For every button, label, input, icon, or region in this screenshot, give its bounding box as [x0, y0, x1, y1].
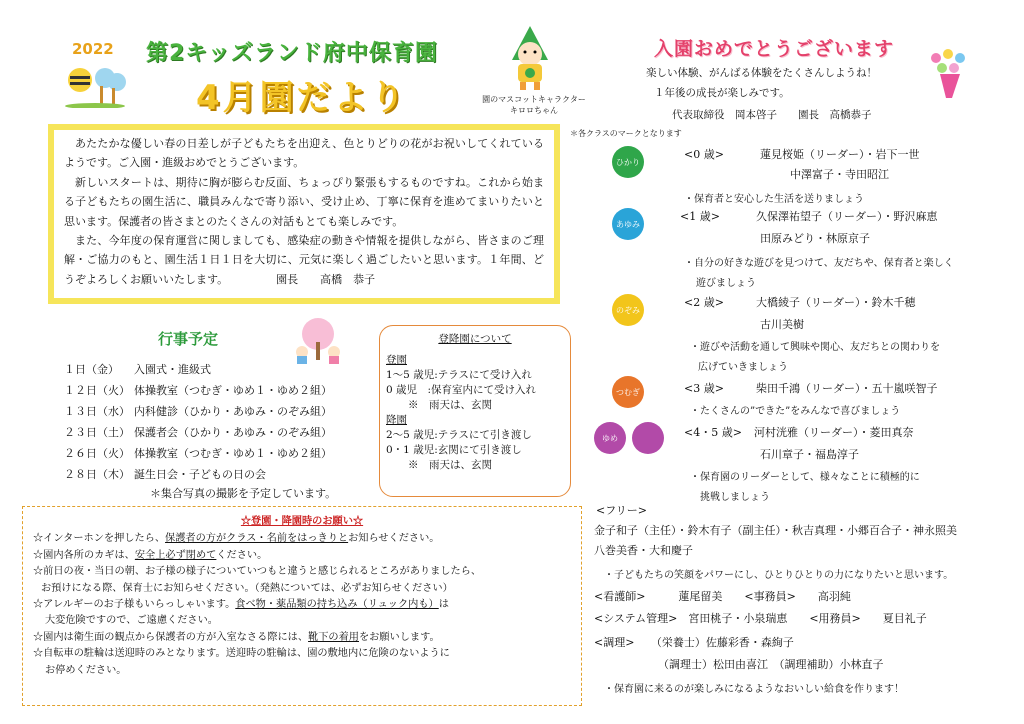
class-goal: ・遊びや活動を通して興味や関心、友だちとの関わりを — [690, 342, 940, 353]
notice-line: ☆園内各所のカギは、安全上必ず閉めてください。 — [33, 549, 268, 561]
free-staff-list: 金子和子（主任）・鈴木有子（副主任）・秋吉真理・小郷百合子・神永照美 — [594, 524, 957, 537]
drop-pick-notice-box — [22, 506, 582, 706]
mascot-caption: 園のマスコットキャラクター キロロちゃん — [482, 95, 586, 115]
event-row: １２日（火） 体操教室（つむぎ・ゆめ１・ゆめ２組） — [64, 384, 332, 397]
notice-line: ☆アレルギーのお子様もいらっしゃいます。食べ物・薬品類の持ち込み（リュック内も）は — [33, 599, 449, 611]
leave-rain-note: ※ 雨天は、玄関 — [408, 459, 492, 471]
class-staff: 蓮見桜姫（リーダー）・岩下一世 — [760, 148, 920, 161]
class-age: <2 歳> — [684, 296, 724, 309]
notice-line: 大変危険ですので、ご遠慮ください。 — [45, 615, 218, 627]
class-mark-tsumugi-icon: つむぎ — [612, 376, 644, 408]
nurse-clerk-line: <看護師> 蓮尾留美 <事務員> 高羽純 — [594, 590, 851, 603]
class-staff: 中澤富子・寺田昭江 — [790, 168, 889, 181]
class-staff: 河村洸雅（リーダー）・菱田真奈 — [754, 426, 914, 439]
intro-paragraph-3: また、今年度の保育運営に関しましても、感染症の動きや情報を提供しながら、皆さまのご理解・ご協力のもと、園生活１日１日を大切に、元気に楽しく過ごしたいと思います。１年間、どうぞよろしくお願いいたします。 園長 高橋 恭子 — [64, 234, 544, 286]
event-row: ２６日（火） 体操教室（つむぎ・ゆめ１・ゆめ２組） — [64, 447, 332, 460]
intro-paragraph-2: 新しいスタートは、期待に胸が膨らむ反面、ちょっぴり緊張もするものですね。これから始まる子どもたちの園生活に、職員みんなで寄り添い、受け止め、丁寧に保育を進めてまいりたいと思います。保護者の皆さまとのたくさんの対話もとても楽しみです。 — [64, 175, 544, 228]
class-goal: 遊びましょう — [696, 278, 756, 289]
notice-line: お停めください。 — [45, 664, 127, 676]
arrive-label: 登園 — [386, 354, 407, 366]
newsletter-title: 4月園だより — [196, 78, 408, 118]
class-staff: 柴田千鴻（リーダー）・五十嵐咲智子 — [756, 382, 938, 395]
notice-line: ☆園内は衛生面の観点から保護者の方が入室なさる際には、靴下の着用をお願いします。 — [33, 631, 440, 643]
greeting-signature: 代表取締役 岡本啓子 園長 高橋恭子 — [672, 109, 872, 121]
class-goal: ・たくさんの”できた”をみんなで喜びましょう — [690, 406, 901, 417]
cherry-blossom-kids-icon — [290, 318, 346, 364]
system-janitor-line: <システム管理> 宮田桃子・小泉瑞恵 <用務員> 夏目礼子 — [594, 612, 927, 625]
bee-flower-illustration — [60, 58, 130, 108]
class-age: <3 歳> — [684, 382, 724, 395]
class-staff: 久保澤祐望子（リーダー）・野沢麻恵 — [756, 210, 938, 223]
arrive-rain-note: ※ 雨天は、玄関 — [408, 399, 492, 411]
cook-goal: ・保育園に来るのが楽しみになるようなおいしい給食を作ります！ — [604, 684, 904, 695]
bouquet-icon — [922, 44, 978, 106]
class-staff: 石川章子・福島淳子 — [760, 448, 859, 461]
notice-line: お預けになる際、保育士にお知らせください。（発熱については、必ずお知らせください） — [41, 582, 453, 594]
greeting-line-2: １年後の成長が楽しみです。 — [654, 87, 790, 99]
event-row: １日（金） 入園式・進級式 — [64, 363, 211, 376]
notice-line: ☆前日の夜・当日の朝、お子様の様子についていつもと違うと感じられるところがありましたら、 — [33, 566, 482, 578]
notice-title: ☆登園・降園時のお願い☆ — [240, 515, 364, 527]
free-staff-goal: ・子どもたちの笑顔をパワーにし、ひとりひとりの力になりたいと思います。 — [604, 570, 954, 581]
arrive-line-2: 0 歳児 :保育室内にて受け入れ — [386, 384, 537, 396]
class-mark-nozomi-icon: のぞみ — [612, 294, 644, 326]
dropoff-info-box — [379, 325, 571, 497]
cook-line: <調理> （栄養士）佐藤彩香・森絢子 — [594, 636, 794, 649]
class-goal: 広げていきましょう — [698, 362, 788, 373]
greeting-line-1: 楽しい体験、がんばる体験をたくさんしようね！ — [646, 67, 877, 79]
events-title: 行事予定 — [158, 330, 219, 348]
free-staff-list: 八巻美香・大和慶子 — [594, 544, 693, 557]
leave-line-1: 2〜5 歳児:テラスにて引き渡し — [386, 429, 532, 441]
class-mark-yume1-icon: ゆめ — [594, 422, 626, 454]
class-goal: 挑戦しましょう — [700, 492, 770, 503]
intro-message-box — [48, 124, 560, 304]
class-age: <4・5 歳> — [684, 426, 742, 439]
intro-signature: 園長 高橋 恭子 — [276, 272, 376, 286]
class-mark-hikari-icon: ひかり — [612, 146, 644, 178]
event-row: ２８日（木） 誕生日会・子どもの日の会 — [64, 468, 266, 481]
leave-line-2: 0・1 歳児:玄関にて引き渡し — [386, 444, 522, 456]
class-goal: ・保育園のリーダーとして、様々なことに積極的に — [690, 472, 920, 483]
cook-line: （調理士）松田由喜江 （調理補助）小林直子 — [658, 658, 884, 671]
leave-label: 降園 — [386, 414, 407, 426]
class-staff: 田原みどり・林原京子 — [760, 232, 870, 245]
year-label: 2022 — [72, 40, 114, 58]
event-note: ＊集合写真の撮影を予定しています。 — [150, 487, 337, 500]
arrive-line-1: 1〜5 歳児:テラスにて受け入れ — [386, 369, 532, 381]
nursery-name: 第2キッズランド府中保育園 — [146, 41, 438, 66]
greeting-title: 入園おめでとうございます — [654, 38, 895, 60]
class-mark-ayumi-icon: あゆみ — [612, 208, 644, 240]
class-mark-yume2-icon — [632, 422, 664, 454]
class-age: <0 歳> — [684, 148, 724, 161]
event-row: ２３日（土） 保護者会（ひかり・あゆみ・のぞみ組） — [64, 426, 332, 439]
class-mark-note: ＊各クラスのマークとなります — [570, 129, 682, 138]
class-staff: 古川美樹 — [760, 318, 804, 331]
class-age: <1 歳> — [680, 210, 720, 223]
class-goal: ・保育者と安心した生活を送りましょう — [684, 194, 864, 205]
class-staff: 大橋綾子（リーダー）・鈴木千穂 — [756, 296, 916, 309]
notice-line: ☆インターホンを押したら、保護者の方がクラス・名前をはっきりとお知らせください。 — [33, 533, 440, 545]
notice-line: ☆自転車の駐輪は送迎時のみとなります。送迎時の駐輪は、園の敷地内に危険のないように — [33, 648, 450, 660]
event-row: １３日（水） 内科健診（ひかり・あゆみ・のぞみ組） — [64, 405, 332, 418]
mascot-kiroro-icon — [502, 24, 558, 92]
dropoff-title: 登降園について — [438, 333, 512, 345]
class-goal: ・自分の好きな遊びを見つけて、友だちや、保育者と楽しく — [684, 258, 954, 269]
free-staff-label: <フリー> — [596, 504, 647, 517]
intro-paragraph-1: あたたかな優しい春の日差しが子どもたちを出迎え、色とりどりの花がお祝いしてくれているようです。ご入園・進級おめでとうございます。 — [64, 137, 544, 170]
